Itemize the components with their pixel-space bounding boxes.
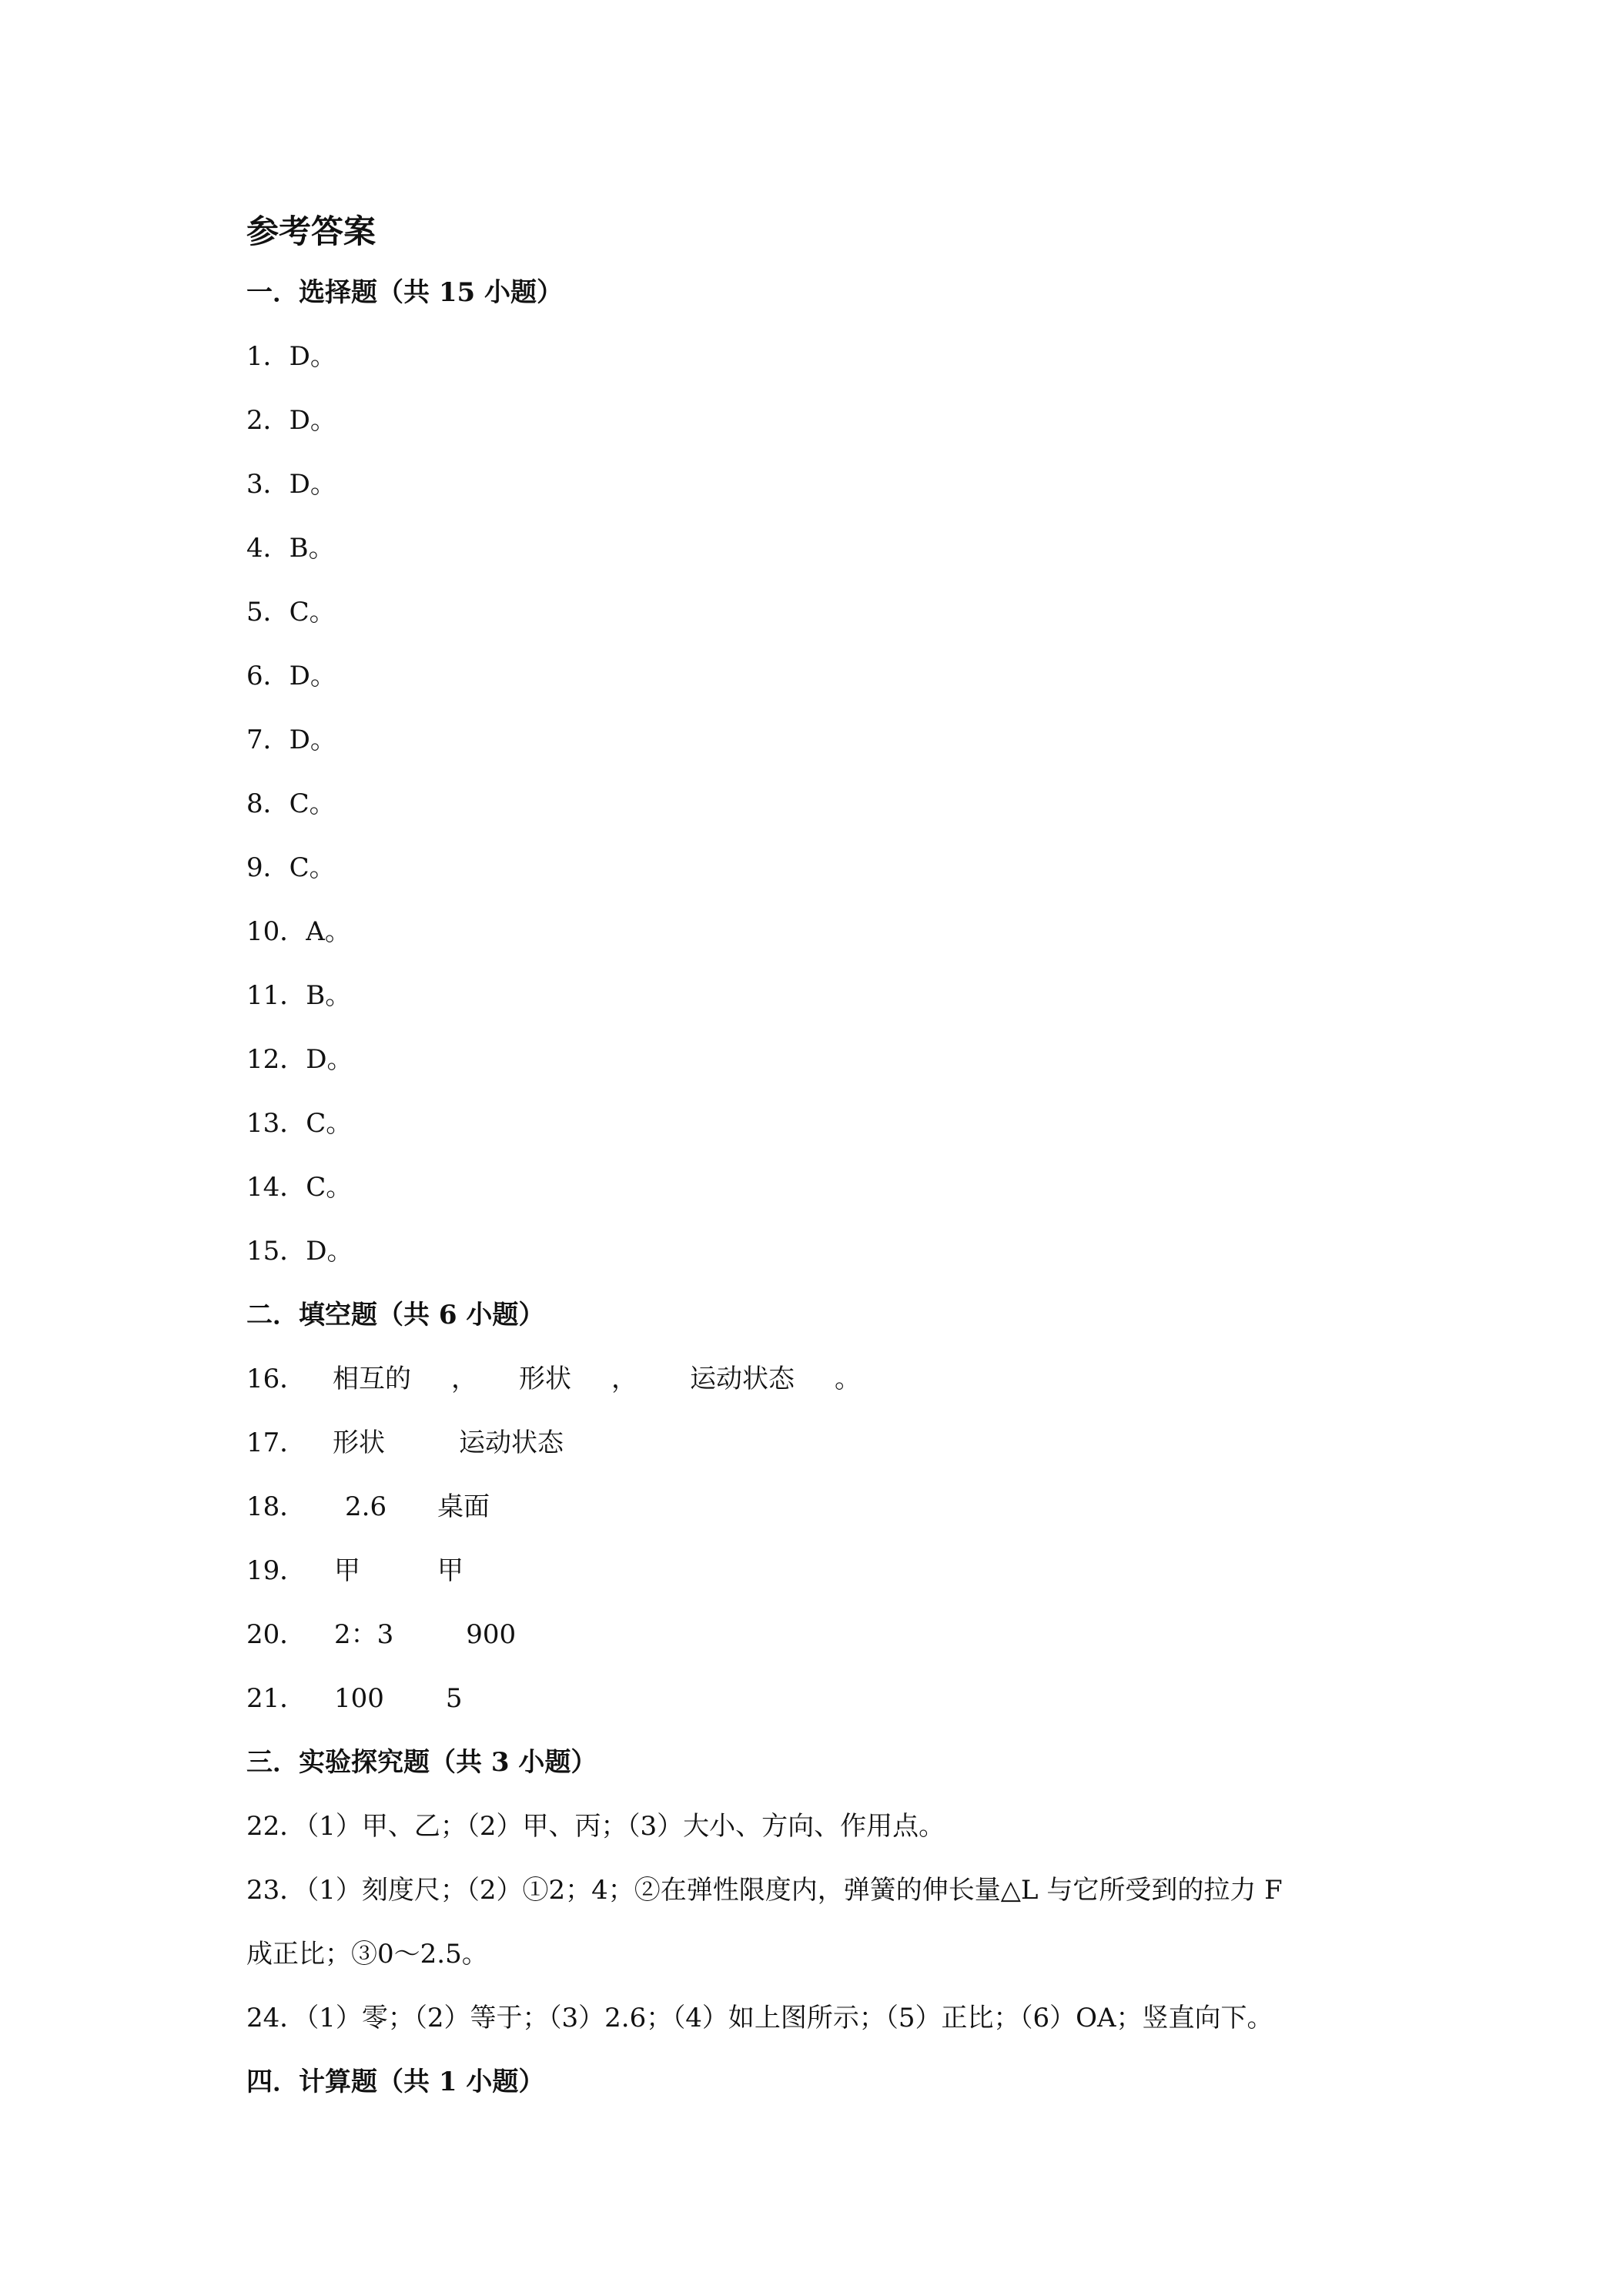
question-number: 19． [246, 1555, 306, 1586]
choice-answer-15: 15．D。 [246, 1236, 353, 1267]
experiment-answer-24: 24．（1）零；（2）等于；（3）2.6；（4）如上图所示；（5）正比；（6）OA；竖直向下。 [246, 2003, 1273, 2033]
question-number: 20． [246, 1619, 306, 1650]
answer-blank: 运动状态 [459, 1427, 564, 1458]
question-number: 18． [246, 1491, 306, 1522]
answer-blank: 5 [445, 1683, 463, 1714]
fill-answer-21 [246, 1682, 463, 1715]
answer-blank: 相互的 [333, 1364, 411, 1394]
question-number: 17． [246, 1427, 306, 1458]
fill-answer-16 [246, 1362, 861, 1396]
separator: ， [451, 1364, 477, 1394]
experiment-answer-22: 22．（1）甲、乙；（2）甲、丙；（3）大小、方向、作用点。 [246, 1811, 945, 1842]
choice-answer-8: 8．C。 [246, 788, 336, 819]
choice-answer-5: 5．C。 [246, 597, 336, 628]
question-number: 16． [246, 1364, 306, 1394]
experiment-answer-23-line2: 成正比；③0～2.5。 [246, 1939, 488, 1970]
fill-answer-17 [246, 1426, 564, 1460]
choice-answer-3: 3．D。 [246, 469, 336, 500]
answer-blank: 2：3 [334, 1619, 394, 1650]
end-mark: 。 [835, 1364, 861, 1394]
section-fill-heading: 二．填空题（共 6 小题） [246, 1300, 545, 1330]
choice-answer-11: 11．B。 [246, 980, 352, 1011]
choice-answer-1: 1．D。 [246, 341, 336, 372]
section-choice-heading: 一．选择题（共 15 小题） [246, 277, 563, 308]
answer-blank: 形状 [333, 1427, 385, 1458]
answer-blank: 2.6 [345, 1491, 387, 1522]
choice-answer-6: 6．D。 [246, 661, 336, 691]
fill-answer-20 [246, 1618, 516, 1652]
answer-blank: 桌面 [437, 1491, 490, 1522]
answer-blank: 100 [334, 1683, 384, 1714]
choice-answer-7: 7．D。 [246, 725, 336, 755]
section-experiment-heading: 三．实验探究题（共 3 小题） [246, 1747, 597, 1778]
fill-answer-18 [246, 1490, 490, 1524]
answer-blank: 运动状态 [690, 1364, 795, 1394]
answer-blank: 形状 [519, 1364, 571, 1394]
choice-answer-13: 13．C。 [246, 1108, 353, 1139]
choice-answer-12: 12．D。 [246, 1044, 353, 1075]
experiment-answer-23-line1: 23．（1）刻度尺；（2）①2；4；②在弹性限度内，弹簧的伸长量△L 与它所受到的拉力 F [246, 1875, 1283, 1906]
answer-blank: 甲 [437, 1555, 463, 1586]
choice-answer-4: 4．B。 [246, 533, 335, 564]
choice-answer-14: 14．C。 [246, 1172, 353, 1203]
answer-blank: 甲 [334, 1555, 360, 1586]
question-number: 21． [246, 1683, 306, 1714]
separator: ， [611, 1364, 637, 1394]
answer-blank: 900 [466, 1619, 517, 1650]
fill-answer-19 [246, 1554, 463, 1588]
choice-answer-10: 10．A。 [246, 916, 351, 947]
section-calculation-heading: 四．计算题（共 1 小题） [246, 2067, 545, 2097]
choice-answer-9: 9．C。 [246, 852, 336, 883]
choice-answer-2: 2．D。 [246, 405, 336, 436]
page-title: 参考答案 [246, 213, 376, 250]
